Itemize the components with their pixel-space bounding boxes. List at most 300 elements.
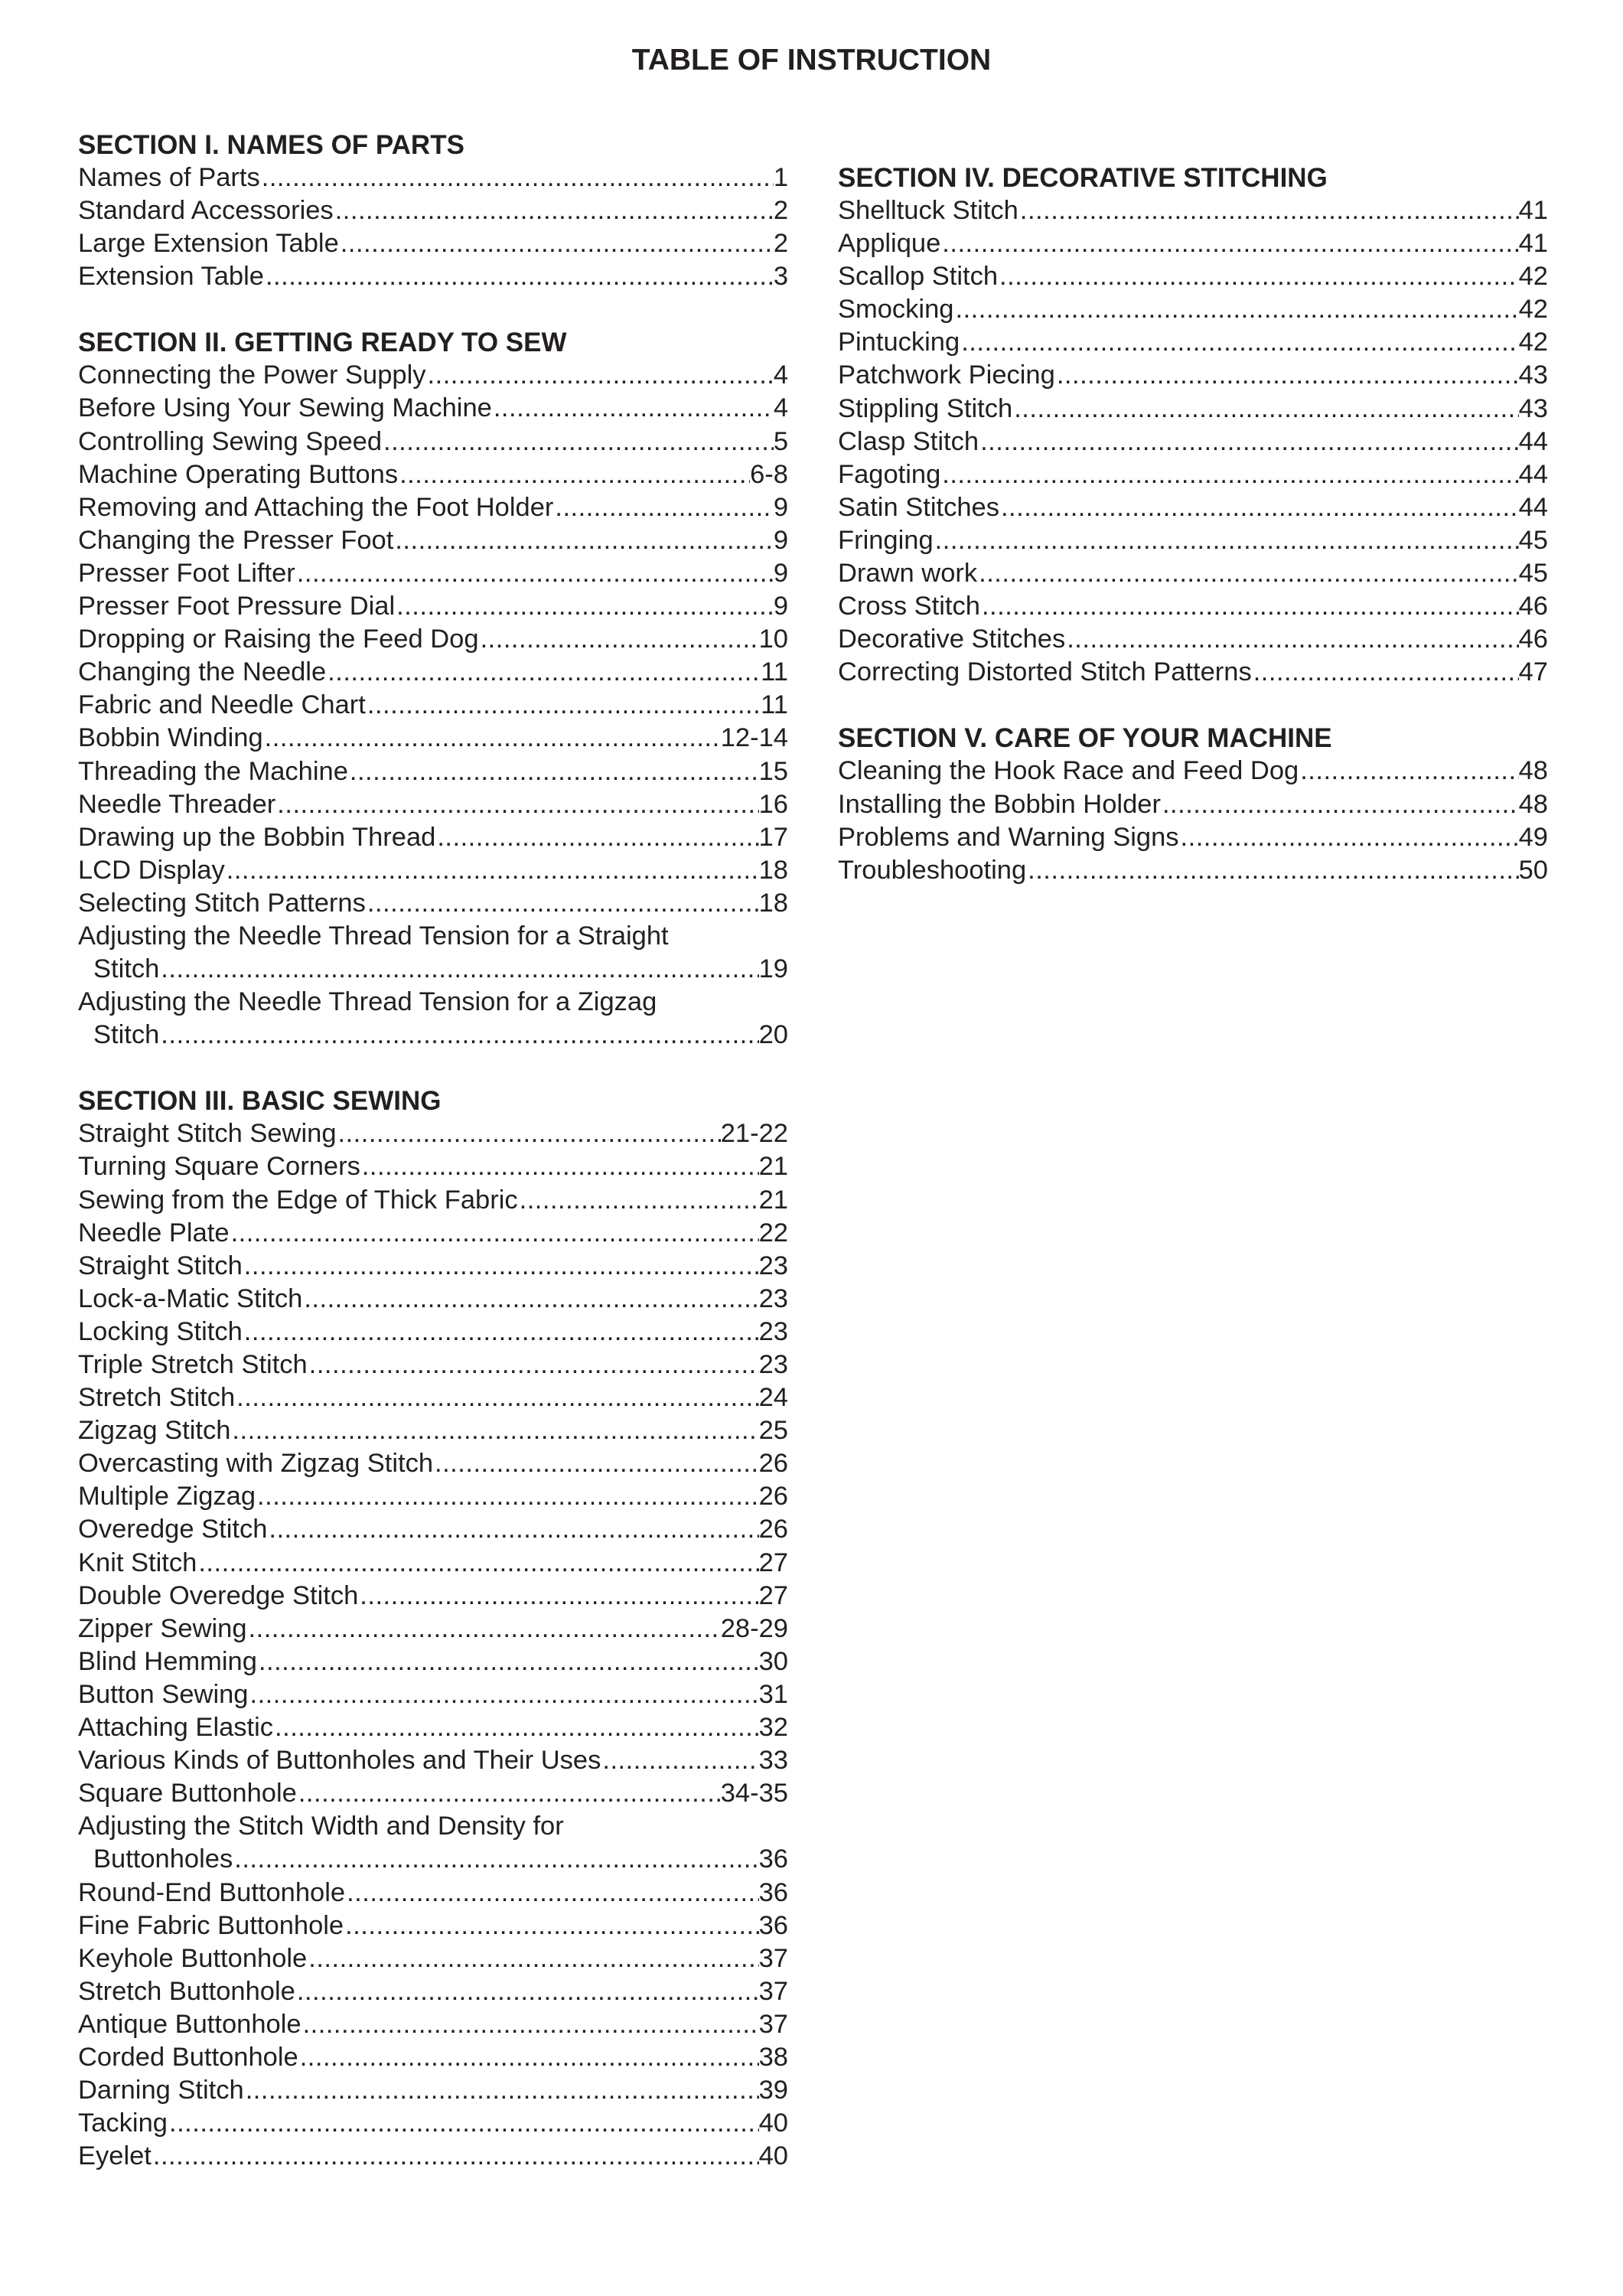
toc-entry-label: Fine Fabric Buttonhole bbox=[78, 1910, 344, 1940]
dot-leader bbox=[398, 458, 750, 491]
toc-entry[interactable] bbox=[78, 1150, 788, 1183]
toc-entry[interactable] bbox=[78, 161, 788, 194]
toc-entry-label: Installing the Bobbin Holder bbox=[838, 789, 1161, 819]
toc-entry-page: 2 bbox=[773, 229, 788, 259]
toc-entry-label: Fabric and Needle Chart bbox=[78, 690, 366, 720]
toc-entry-page: 37 bbox=[758, 2009, 788, 2039]
toc-entry[interactable] bbox=[78, 788, 788, 821]
toc-entry-page: 9 bbox=[773, 525, 788, 555]
toc-entry-page: 21-22 bbox=[720, 1119, 788, 1149]
toc-entry[interactable] bbox=[78, 1580, 788, 1613]
dot-leader bbox=[257, 1645, 759, 1678]
toc-section bbox=[78, 326, 788, 1052]
dot-leader bbox=[999, 491, 1519, 524]
toc-entry[interactable] bbox=[78, 426, 788, 458]
toc-entry-page: 46 bbox=[1518, 625, 1548, 654]
toc-entry-label: Drawing up the Bobbin Thread bbox=[78, 822, 436, 852]
toc-entry-page: 17 bbox=[758, 822, 788, 852]
toc-entry[interactable] bbox=[838, 260, 1548, 293]
page-title: TABLE OF INSTRUCTION bbox=[631, 44, 992, 77]
toc-entry[interactable] bbox=[838, 557, 1548, 590]
dot-leader bbox=[233, 1843, 758, 1876]
toc-entry[interactable] bbox=[78, 491, 788, 524]
toc-entry-label: Attaching Elastic bbox=[78, 1713, 274, 1743]
toc-entry[interactable] bbox=[838, 854, 1548, 887]
toc-entry[interactable] bbox=[838, 458, 1548, 491]
toc-entry-label: Multiple Zigzag bbox=[78, 1482, 256, 1512]
toc-entry-page: 40 bbox=[758, 2108, 788, 2138]
dot-leader bbox=[339, 227, 774, 260]
toc-entry[interactable] bbox=[78, 359, 788, 392]
dot-leader bbox=[435, 821, 758, 854]
toc-entry-label: Triple Stretch Stitch bbox=[78, 1350, 308, 1379]
toc-entry-page: 37 bbox=[758, 1976, 788, 2006]
section-heading: SECTION V. CARE OF YOUR MACHINE bbox=[838, 723, 1332, 754]
toc-entry[interactable] bbox=[78, 854, 788, 887]
toc-entry-page: 22 bbox=[758, 1218, 788, 1247]
toc-entry[interactable] bbox=[78, 986, 788, 1052]
toc-entry-label: Blind Hemming bbox=[78, 1646, 257, 1676]
toc-entry[interactable] bbox=[78, 689, 788, 722]
toc-entry[interactable] bbox=[78, 656, 788, 689]
toc-entry-page: 3 bbox=[773, 262, 788, 292]
toc-entry-page: 41 bbox=[1518, 229, 1548, 259]
toc-entry-label: Before Using Your Sewing Machine bbox=[78, 393, 492, 423]
toc-entry-label: Extension Table bbox=[78, 262, 264, 292]
toc-entry[interactable] bbox=[78, 1942, 788, 1975]
toc-entry-label: Overedge Stitch bbox=[78, 1515, 268, 1544]
toc-entry-page: 18 bbox=[758, 888, 788, 918]
toc-entry-page: 30 bbox=[758, 1646, 788, 1676]
toc-entry[interactable] bbox=[78, 887, 788, 920]
toc-entry-label: Smocking bbox=[838, 295, 954, 325]
toc-entry[interactable] bbox=[78, 1547, 788, 1580]
dot-leader bbox=[256, 1480, 759, 1513]
dot-leader bbox=[230, 1217, 759, 1250]
toc-entry[interactable] bbox=[78, 1744, 788, 1777]
toc-entry-label: Threading the Machine bbox=[78, 756, 348, 786]
toc-right-column bbox=[838, 161, 1548, 920]
dot-leader bbox=[940, 227, 1518, 260]
toc-entry[interactable] bbox=[78, 722, 788, 755]
toc-entry-page: 16 bbox=[758, 789, 788, 819]
toc-entry-label: Decorative Stitches bbox=[838, 625, 1066, 654]
toc-entry[interactable] bbox=[78, 1645, 788, 1678]
toc-entry-page: 34-35 bbox=[720, 1779, 788, 1808]
toc-entry[interactable] bbox=[78, 1283, 788, 1316]
toc-entry-label: Cleaning the Hook Race and Feed Dog bbox=[838, 756, 1299, 786]
toc-entry[interactable] bbox=[78, 1678, 788, 1711]
dot-leader bbox=[298, 2041, 759, 2074]
toc-entry-page: 9 bbox=[773, 592, 788, 621]
toc-entry[interactable] bbox=[78, 1349, 788, 1381]
toc-entry-label: Overcasting with Zigzag Stitch bbox=[78, 1449, 434, 1479]
toc-entry-label: Fringing bbox=[838, 525, 934, 555]
dot-leader bbox=[382, 426, 774, 458]
toc-entry[interactable] bbox=[78, 227, 788, 260]
toc-entry-label: Tacking bbox=[78, 2108, 168, 2138]
dot-leader bbox=[244, 2074, 759, 2107]
toc-section bbox=[838, 722, 1548, 886]
toc-entry[interactable] bbox=[838, 326, 1548, 359]
toc-entry-label: Changing the Presser Foot bbox=[78, 525, 394, 555]
toc-entry-page: 5 bbox=[773, 426, 788, 456]
dot-leader bbox=[953, 293, 1518, 326]
dot-leader bbox=[197, 1547, 758, 1580]
dot-leader bbox=[243, 1250, 759, 1283]
toc-entry[interactable] bbox=[78, 1447, 788, 1480]
toc-entry-label: Turning Square Corners bbox=[78, 1152, 360, 1182]
toc-entry-label: Darning Stitch bbox=[78, 2076, 244, 2105]
dot-leader bbox=[295, 1975, 759, 2008]
toc-entry[interactable] bbox=[78, 524, 788, 557]
toc-entry-label: Cross Stitch bbox=[838, 592, 980, 621]
toc-entry-label: Eyelet bbox=[78, 2141, 152, 2171]
toc-entry[interactable] bbox=[78, 590, 788, 623]
dot-leader bbox=[337, 1117, 721, 1150]
toc-entry-label: Keyhole Buttonhole bbox=[78, 1943, 308, 1973]
toc-entry-label: Satin Stitches bbox=[838, 492, 999, 522]
toc-entry-page: 19 bbox=[758, 954, 788, 984]
toc-entry[interactable] bbox=[838, 393, 1548, 426]
dot-leader bbox=[358, 1580, 758, 1613]
toc-entry-label: Scallop Stitch bbox=[838, 262, 999, 292]
dot-leader bbox=[518, 1184, 759, 1217]
dot-leader bbox=[225, 854, 759, 887]
toc-entry-page: 25 bbox=[758, 1416, 788, 1446]
dot-leader bbox=[1179, 821, 1519, 854]
toc-entry-label: Drawn work bbox=[838, 559, 978, 589]
toc-entry-page: 11 bbox=[761, 690, 788, 720]
dot-leader bbox=[295, 557, 774, 590]
dot-leader bbox=[1252, 656, 1519, 689]
toc-entry-page: 11 bbox=[761, 657, 788, 687]
toc-entry-label-cont: Stitch bbox=[93, 954, 160, 984]
toc-entry[interactable] bbox=[78, 920, 788, 986]
toc-entry-page: 18 bbox=[758, 855, 788, 885]
section-heading: SECTION IV. DECORATIVE STITCHING bbox=[838, 163, 1328, 193]
toc-entry-label: Presser Foot Lifter bbox=[78, 558, 295, 588]
toc-entry-label: Locking Stitch bbox=[78, 1316, 243, 1346]
dot-leader bbox=[301, 2008, 759, 2041]
toc-entry[interactable] bbox=[78, 2041, 788, 2074]
toc-entry-page: 21 bbox=[758, 1152, 788, 1182]
section-heading: SECTION I. NAMES OF PARTS bbox=[78, 130, 464, 160]
toc-entry-page: 49 bbox=[1518, 822, 1548, 852]
toc-entry-label: Adjusting the Stitch Width and Density for bbox=[78, 1812, 564, 1841]
toc-entry-label: Various Kinds of Buttonholes and Their Uses bbox=[78, 1746, 601, 1776]
toc-entry-label: Stippling Stitch bbox=[838, 393, 1013, 423]
dot-leader bbox=[344, 1910, 759, 1942]
toc-entry-label: Button Sewing bbox=[78, 1679, 249, 1709]
toc-entry-label: Straight Stitch Sewing bbox=[78, 1119, 337, 1149]
toc-entry[interactable] bbox=[78, 2074, 788, 2107]
toc-entry-page: 45 bbox=[1518, 559, 1548, 589]
toc-entry[interactable] bbox=[78, 1381, 788, 1414]
toc-entry[interactable] bbox=[78, 2008, 788, 2041]
dot-leader bbox=[247, 1613, 721, 1645]
toc-entry[interactable] bbox=[78, 557, 788, 590]
toc-entry[interactable] bbox=[838, 590, 1548, 623]
toc-entry-page: 24 bbox=[758, 1383, 788, 1413]
toc-entry[interactable] bbox=[838, 426, 1548, 458]
toc-entry-page: 41 bbox=[1518, 196, 1548, 225]
toc-entry[interactable] bbox=[838, 227, 1548, 260]
dot-leader bbox=[263, 722, 721, 755]
toc-entry[interactable] bbox=[78, 1513, 788, 1546]
toc-entry-label: Pintucking bbox=[838, 328, 960, 357]
toc-entry-page: 36 bbox=[758, 1910, 788, 1940]
toc-entry-page: 31 bbox=[758, 1679, 788, 1709]
toc-entry[interactable] bbox=[838, 359, 1548, 392]
toc-entry-label-cont: Stitch bbox=[93, 1020, 160, 1050]
toc-entry-label: Corded Buttonhole bbox=[78, 2042, 298, 2072]
toc-entry[interactable] bbox=[78, 1414, 788, 1447]
dot-leader bbox=[1065, 623, 1518, 656]
toc-entry[interactable] bbox=[838, 623, 1548, 656]
toc-entry-label: Dropping or Raising the Feed Dog bbox=[78, 625, 479, 654]
dot-leader bbox=[1299, 755, 1518, 788]
dot-leader bbox=[275, 788, 758, 821]
toc-entry[interactable] bbox=[78, 755, 788, 788]
dot-leader bbox=[307, 1942, 758, 1975]
toc-entry-page: 50 bbox=[1518, 855, 1548, 885]
dot-leader bbox=[334, 194, 774, 227]
toc-entry[interactable] bbox=[78, 1250, 788, 1283]
dot-leader bbox=[601, 1744, 758, 1777]
dot-leader bbox=[366, 887, 759, 920]
toc-entry-label: Connecting the Power Supply bbox=[78, 360, 426, 390]
toc-entry-label: Clasp Stitch bbox=[838, 426, 979, 456]
toc-entry[interactable] bbox=[78, 1117, 788, 1150]
toc-entry-page: 26 bbox=[758, 1515, 788, 1544]
toc-entry-label: Applique bbox=[838, 229, 941, 259]
toc-entry-label: Names of Parts bbox=[78, 163, 260, 192]
toc-entry[interactable] bbox=[78, 260, 788, 293]
toc-entry-page: 33 bbox=[758, 1746, 788, 1776]
toc-entry-label: Machine Operating Buttons bbox=[78, 459, 399, 489]
toc-entry-label: Troubleshooting bbox=[838, 855, 1027, 885]
toc-entry[interactable] bbox=[78, 1480, 788, 1513]
toc-entry-label: Changing the Needle bbox=[78, 657, 327, 687]
toc-entry-label: Stretch Buttonhole bbox=[78, 1976, 295, 2006]
toc-entry-continuation bbox=[78, 953, 788, 986]
toc-entry-page: 6-8 bbox=[750, 459, 788, 489]
toc-entry[interactable] bbox=[838, 194, 1548, 227]
toc-entry[interactable] bbox=[78, 458, 788, 491]
toc-section bbox=[78, 129, 788, 293]
dot-leader bbox=[348, 755, 759, 788]
dot-leader bbox=[159, 953, 758, 986]
toc-entry-label: Presser Foot Pressure Dial bbox=[78, 592, 396, 621]
toc-entry-label: Selecting Stitch Patterns bbox=[78, 888, 366, 918]
dot-leader bbox=[168, 2107, 759, 2140]
toc-entry-label: Double Overedge Stitch bbox=[78, 1580, 359, 1610]
toc-entry-page: 23 bbox=[758, 1251, 788, 1280]
toc-entry-page: 10 bbox=[758, 625, 788, 654]
toc-entry[interactable] bbox=[78, 1184, 788, 1217]
toc-entry-page: 36 bbox=[758, 1844, 788, 1874]
toc-entry-page: 26 bbox=[758, 1449, 788, 1479]
dot-leader bbox=[326, 656, 761, 689]
toc-entry-label: Sewing from the Edge of Thick Fabric bbox=[78, 1185, 518, 1215]
dot-leader bbox=[345, 1877, 759, 1910]
toc-entry-page: 26 bbox=[758, 1482, 788, 1512]
toc-entry[interactable] bbox=[78, 1316, 788, 1349]
dot-leader bbox=[360, 1150, 759, 1183]
toc-entry-label: Adjusting the Needle Thread Tension for a Straight bbox=[78, 921, 669, 951]
toc-entry-page: 23 bbox=[758, 1283, 788, 1313]
dot-leader bbox=[243, 1316, 759, 1349]
toc-entry-label: Zipper Sewing bbox=[78, 1613, 247, 1643]
toc-entry-page: 45 bbox=[1518, 525, 1548, 555]
toc-entry[interactable] bbox=[838, 821, 1548, 854]
toc-left-column bbox=[78, 129, 788, 2206]
toc-entry-page: 4 bbox=[773, 360, 788, 390]
toc-entry-page: 23 bbox=[758, 1350, 788, 1379]
dot-leader bbox=[977, 557, 1519, 590]
dot-leader bbox=[267, 1513, 758, 1546]
toc-entry-page: 27 bbox=[758, 1548, 788, 1577]
toc-entry-page: 46 bbox=[1518, 592, 1548, 621]
toc-entry[interactable] bbox=[838, 491, 1548, 524]
toc-entry-label: Correcting Distorted Stitch Patterns bbox=[838, 657, 1252, 687]
toc-entry[interactable] bbox=[78, 821, 788, 854]
toc-entry-page: 48 bbox=[1518, 756, 1548, 786]
toc-entry-page: 39 bbox=[758, 2076, 788, 2105]
toc-entry-label: Square Buttonhole bbox=[78, 1779, 297, 1808]
dot-leader bbox=[159, 1019, 758, 1052]
dot-leader bbox=[433, 1447, 759, 1480]
dot-leader bbox=[1026, 854, 1518, 887]
toc-entry-label: Zigzag Stitch bbox=[78, 1416, 231, 1446]
dot-leader bbox=[479, 623, 759, 656]
dot-leader bbox=[492, 392, 774, 425]
toc-entry[interactable] bbox=[78, 194, 788, 227]
toc-entry-page: 9 bbox=[773, 558, 788, 588]
toc-entry-label: Controlling Sewing Speed bbox=[78, 426, 383, 456]
dot-leader bbox=[248, 1678, 758, 1711]
toc-entry[interactable] bbox=[838, 293, 1548, 326]
toc-section bbox=[78, 1084, 788, 2173]
toc-entry[interactable] bbox=[78, 392, 788, 425]
toc-entry-label: Problems and Warning Signs bbox=[838, 822, 1179, 852]
dot-leader bbox=[273, 1711, 759, 1744]
toc-entry-label: Shelltuck Stitch bbox=[838, 196, 1018, 225]
toc-entry-label: Fagoting bbox=[838, 459, 941, 489]
dot-leader bbox=[302, 1283, 758, 1316]
section-heading: SECTION III. BASIC SEWING bbox=[78, 1086, 442, 1117]
toc-entry-page: 28-29 bbox=[720, 1613, 788, 1643]
dot-leader bbox=[998, 260, 1519, 293]
toc-entry[interactable] bbox=[78, 1217, 788, 1250]
dot-leader bbox=[553, 491, 773, 524]
toc-entry-label: Needle Threader bbox=[78, 789, 276, 819]
dot-leader bbox=[426, 359, 774, 392]
toc-entry-page: 44 bbox=[1518, 492, 1548, 522]
toc-entry-label: Stretch Stitch bbox=[78, 1383, 236, 1413]
dot-leader bbox=[260, 161, 774, 194]
toc-entry-page: 42 bbox=[1518, 295, 1548, 325]
toc-entry-page: 47 bbox=[1518, 657, 1548, 687]
dot-leader bbox=[393, 524, 773, 557]
toc-entry[interactable] bbox=[78, 1910, 788, 1942]
toc-entry-page: 2 bbox=[773, 196, 788, 226]
dot-leader bbox=[264, 260, 774, 293]
toc-entry[interactable] bbox=[78, 1613, 788, 1645]
dot-leader bbox=[395, 590, 774, 623]
toc-entry[interactable] bbox=[78, 1810, 788, 1876]
toc-entry[interactable] bbox=[78, 1711, 788, 1744]
toc-entry-label: Bobbin Winding bbox=[78, 723, 263, 753]
toc-entry-page: 32 bbox=[758, 1713, 788, 1743]
toc-entry-label: Lock-a-Matic Stitch bbox=[78, 1283, 303, 1313]
dot-leader bbox=[940, 458, 1518, 491]
toc-entry-label: Antique Buttonhole bbox=[78, 2009, 301, 2039]
toc-entry-page: 48 bbox=[1518, 789, 1548, 819]
toc-entry-page: 1 bbox=[773, 163, 788, 192]
toc-entry[interactable] bbox=[838, 755, 1548, 788]
dot-leader bbox=[297, 1777, 721, 1810]
toc-entry[interactable] bbox=[78, 1777, 788, 1810]
dot-leader bbox=[1161, 788, 1519, 821]
toc-entry-label-cont: Buttonholes bbox=[93, 1844, 233, 1874]
toc-entry-page: 9 bbox=[773, 492, 788, 522]
toc-entry-page: 42 bbox=[1518, 262, 1548, 292]
toc-entry-label: Patchwork Piecing bbox=[838, 360, 1055, 390]
toc-entry-label: Removing and Attaching the Foot Holder bbox=[78, 492, 554, 522]
toc-entry-page: 36 bbox=[758, 1877, 788, 1907]
dot-leader bbox=[960, 326, 1518, 359]
toc-entry-label: Standard Accessories bbox=[78, 196, 334, 226]
dot-leader bbox=[152, 2140, 759, 2173]
toc-entry-page: 38 bbox=[758, 2042, 788, 2072]
toc-entry[interactable] bbox=[78, 1975, 788, 2008]
dot-leader bbox=[1018, 194, 1519, 227]
dot-leader bbox=[934, 524, 1519, 557]
toc-entry-page: 23 bbox=[758, 1316, 788, 1346]
toc-entry-page: 27 bbox=[758, 1580, 788, 1610]
toc-entry-page: 15 bbox=[758, 756, 788, 786]
toc-entry-continuation bbox=[78, 1843, 788, 1876]
dot-leader bbox=[979, 426, 1519, 458]
toc-entry-label: Round-End Buttonhole bbox=[78, 1877, 346, 1907]
toc-entry[interactable] bbox=[838, 524, 1548, 557]
toc-entry[interactable] bbox=[838, 656, 1548, 689]
toc-entry[interactable] bbox=[78, 1877, 788, 1910]
toc-entry-page: 43 bbox=[1518, 360, 1548, 390]
toc-entry-page: 12-14 bbox=[720, 723, 788, 753]
toc-entry[interactable] bbox=[838, 788, 1548, 821]
toc-entry-label: Adjusting the Needle Thread Tension for a Zigzag bbox=[78, 987, 657, 1017]
toc-entry-continuation bbox=[78, 1019, 788, 1052]
toc-entry-label: Large Extension Table bbox=[78, 229, 339, 259]
toc-entry-page: 37 bbox=[758, 1943, 788, 1973]
toc-entry[interactable] bbox=[78, 2140, 788, 2173]
toc-entry-page: 44 bbox=[1518, 426, 1548, 456]
toc-entry-label: Knit Stitch bbox=[78, 1548, 197, 1577]
toc-entry-page: 40 bbox=[758, 2141, 788, 2171]
toc-section bbox=[838, 161, 1548, 689]
toc-entry-label: Needle Plate bbox=[78, 1218, 230, 1247]
dot-leader bbox=[1012, 393, 1518, 426]
toc-entry[interactable] bbox=[78, 2107, 788, 2140]
dot-leader bbox=[230, 1414, 758, 1447]
toc-entry[interactable] bbox=[78, 623, 788, 656]
dot-leader bbox=[235, 1381, 758, 1414]
toc-entry-page: 44 bbox=[1518, 459, 1548, 489]
toc-entry-page: 43 bbox=[1518, 393, 1548, 423]
